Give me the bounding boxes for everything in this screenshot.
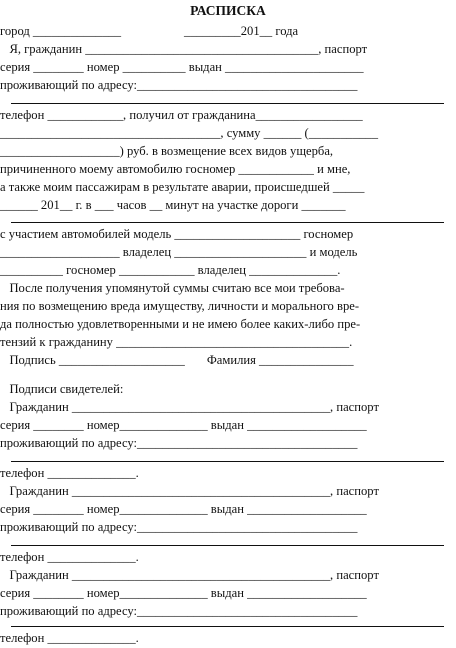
phone-received-line: телефон ____________, получил от гражданина_________________ (0, 108, 363, 122)
blank-line (11, 222, 444, 223)
plate-owner-line: __________ госномер ____________ владелец ______________. (0, 263, 341, 277)
witness-1-citizen-line: Гражданин _________________________________________, паспорт (0, 400, 379, 414)
accident-time-line: ______ 201__ г. в ___ часов __ минут на участке дороги _______ (0, 198, 346, 212)
blank-line (11, 626, 444, 627)
witness-3-citizen-line: Гражданин _________________________________________, паспорт (0, 568, 379, 582)
signature-line: Подпись ____________________ Фамилия _______________ (0, 353, 354, 367)
witness-3-phone-line: телефон ______________. (0, 631, 139, 645)
address-line: проживающий по адресу:___________________________________ (0, 78, 358, 92)
witness-2-address-line: проживающий по адресу:___________________________________ (0, 520, 358, 534)
city-date-line: город ______________ _________201__ года (0, 24, 299, 38)
amount-line: ___________________________________, сумму ______ (___________ (0, 126, 379, 140)
witness-1-address-line: проживающий по адресу:___________________________________ (0, 436, 358, 450)
witness-2-citizen-line: Гражданин _________________________________________, паспорт (0, 484, 379, 498)
citizen-passport-line: Я, гражданин _____________________________________, паспорт (0, 42, 368, 56)
document-title: РАСПИСКА (190, 3, 266, 18)
blank-line (11, 545, 444, 546)
witness-2-passport-line: серия ________ номер______________ выдан ___________________ (0, 502, 367, 516)
claims-paragraph-line: ния по возмещению вреда имуществу, личности и морального вре- (0, 299, 360, 313)
passport-series-line: серия ________ номер __________ выдан ______________________ (0, 60, 364, 74)
witness-2-phone-line: телефон ______________. (0, 550, 139, 564)
blank-line (11, 103, 444, 104)
passengers-accident-line: а также моим пассажирам в результате аварии, происшедшей _____ (0, 180, 365, 194)
damages-line: ___________________) руб. в возмещение всех видов ущерба, (0, 144, 334, 158)
witness-3-passport-line: серия ________ номер______________ выдан ___________________ (0, 586, 367, 600)
blank-line (11, 461, 444, 462)
witnesses-heading: Подписи свидетелей: (0, 382, 124, 396)
claims-paragraph-line: тензий к гражданину _____________________________________. (0, 335, 353, 349)
witness-1-passport-line: серия ________ номер______________ выдан ___________________ (0, 418, 367, 432)
vehicles-line: с участием автомобилей модель ____________________ госномер (0, 227, 354, 241)
claims-paragraph-line: да полностью удовлетворенными и не имею более каких-либо пре- (0, 317, 361, 331)
owner-model-line: ___________________ владелец _____________________ и модель (0, 245, 358, 259)
witness-3-address-line: проживающий по адресу:___________________________________ (0, 604, 358, 618)
car-plate-line: причиненного моему автомобилю госномер ____________ и мне, (0, 162, 351, 176)
claims-paragraph-line: После получения упомянутой суммы считаю все мои требова- (0, 281, 345, 295)
witness-1-phone-line: телефон ______________. (0, 466, 139, 480)
